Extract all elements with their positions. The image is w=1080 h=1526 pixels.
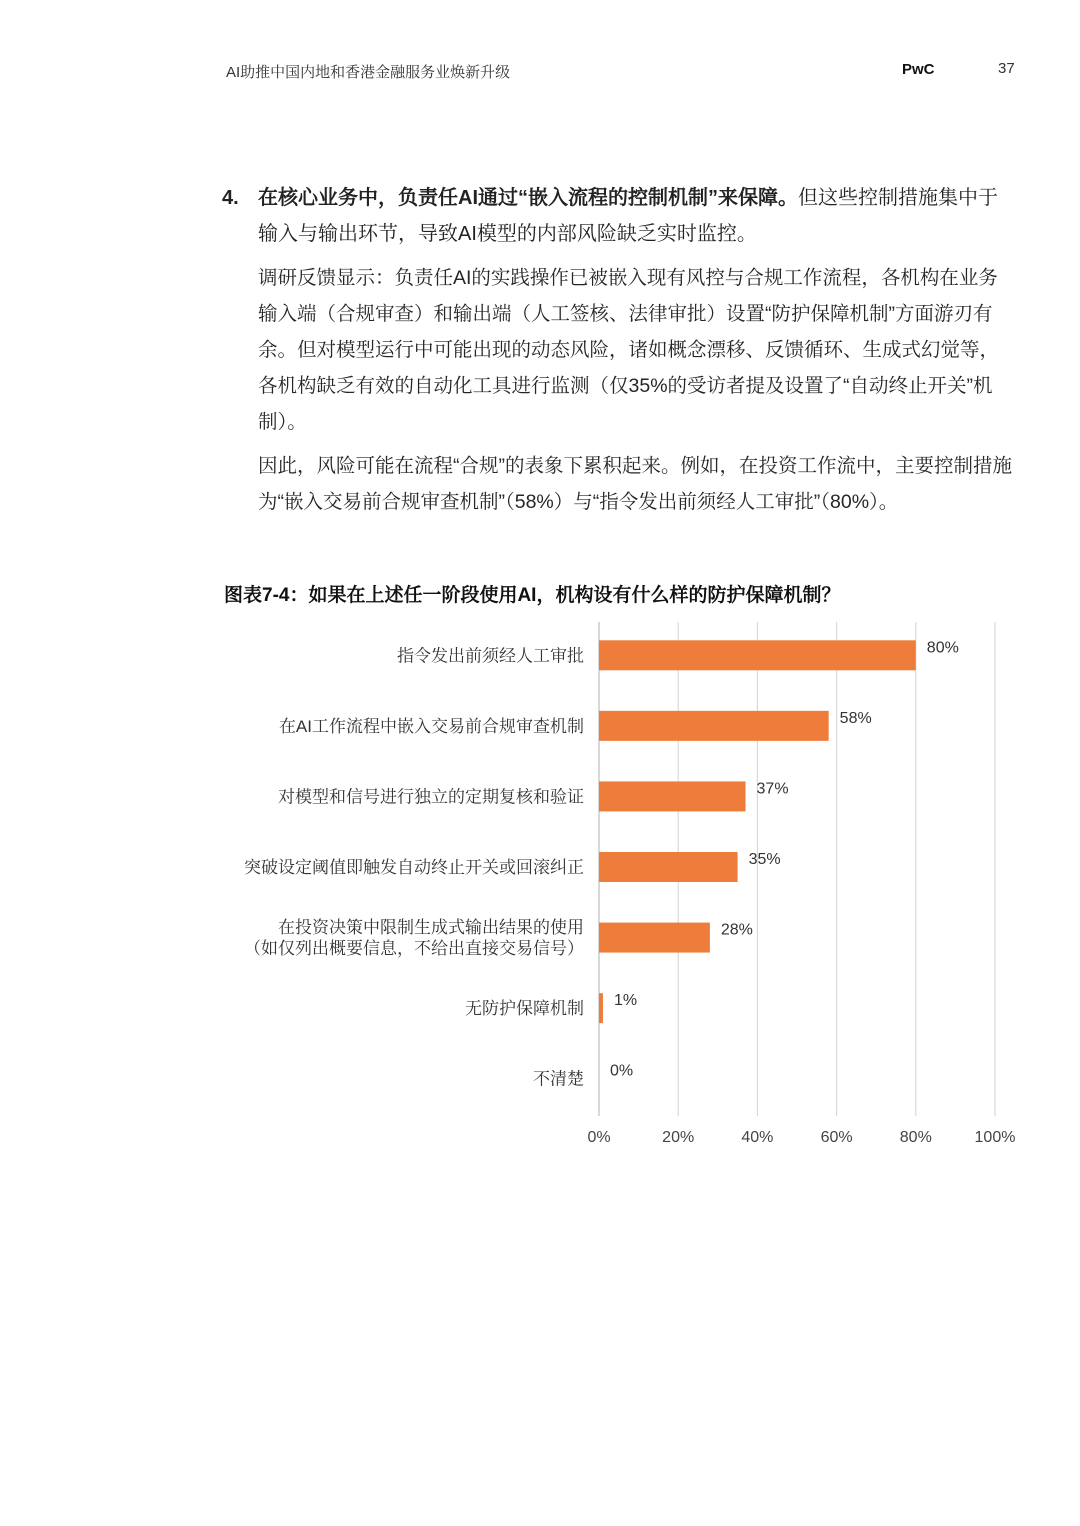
x-tick-label: 40% (741, 1129, 774, 1146)
x-tick-label: 80% (899, 1129, 932, 1146)
x-tick-label: 60% (820, 1129, 853, 1146)
heading-bold-text: 在核心业务中，负责任AI通过“嵌入流程的控制机制”来保障。 (258, 187, 798, 209)
data-label: 1% (613, 992, 638, 1010)
category-label: 在投资决策中限制生成式输出结果的使用 (278, 918, 584, 938)
brand-logo-text: PwC (902, 61, 935, 78)
figure-title: 图表7-4：如果在上述任一阶段使用AI，机构设有什么样的防护保障机制？ (224, 585, 841, 606)
data-label: 80% (926, 639, 959, 657)
data-label: 35% (748, 851, 781, 868)
heading-rest-text: 但这些控制措施集中于输入与输出环节，导致AI模型的内部风险缺乏实时监控。 (258, 187, 998, 245)
data-label: 0% (610, 1062, 634, 1080)
page-number: 37 (998, 60, 1015, 77)
section-heading (222, 180, 1012, 252)
category-label: 在AI工作流程中嵌入交易前合规审查机制 (278, 716, 584, 736)
x-tick-label: 100% (974, 1129, 1016, 1146)
page-header (0, 0, 1080, 90)
x-tick-label: 0% (587, 1129, 611, 1146)
category-label: 对模型和信号进行独立的定期复核和验证 (278, 787, 584, 807)
bar (599, 993, 603, 1023)
data-label: 37% (756, 780, 789, 798)
x-tick-label: 20% (662, 1129, 695, 1146)
bar (599, 781, 746, 811)
paragraph-2: 因此，风险可能在流程“合规”的表象下累积起来。例如，在投资工作流中，主要控制措施为“嵌入交易前合规审查机制”（58%）与“指令发出前须经人工审批”（80%）。 (258, 455, 1012, 513)
bar (599, 923, 710, 953)
document-title: AI助推中国内地和香港金融服务业焕新升级 (226, 64, 511, 81)
section-heading-text (258, 180, 1012, 252)
bar (599, 711, 829, 741)
category-label: 突破设定阈值即触发自动终止开关或回滚纠正 (244, 858, 584, 877)
section-4 (222, 180, 1012, 520)
bar-chart-svg (210, 618, 1040, 1158)
category-label: 指令发出前须经人工审批 (397, 646, 584, 666)
paragraph-1: 调研反馈显示：负责任AI的实践操作已被嵌入现有风控与合规工作流程，各机构在业务输入端（合规审查）和输出端（人工签核、法律审批）设置“防护保障机制”方面游刃有余。但对模型运行中可能出现的动态风险，诸如概念漂移、反馈循环、生成式幻觉等，各机构缺乏有效的自动化工具进行监测（仅35%的受访者提及设置了“自动终止开关”机制）。 (258, 267, 1000, 433)
category-label: 无防护保障机制 (465, 999, 584, 1019)
bar (599, 852, 738, 882)
category-label: 不清楚 (533, 1069, 584, 1089)
data-label: 58% (839, 709, 872, 727)
category-label: （如仅列出概要信息，不给出直接交易信号） (244, 939, 584, 959)
data-label: 28% (720, 921, 753, 939)
section-number: 4. (222, 187, 239, 209)
bar-chart (210, 618, 1040, 1163)
bar (599, 640, 916, 670)
